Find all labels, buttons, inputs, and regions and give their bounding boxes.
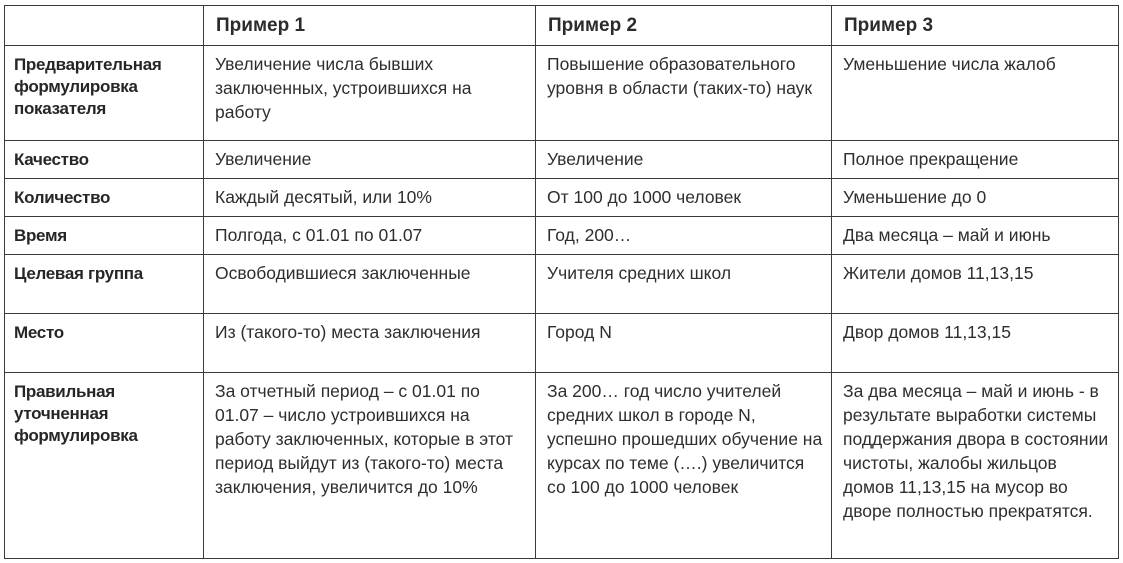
table-cell: За отчетный период – с 01.01 по 01.07 – число устроившихся на работу заключенных, которые в этот период выйдут из (такого-то) места заключения, увеличится до 10% — [204, 373, 536, 559]
table-cell: За два месяца – май и июнь - в результате выработки системы поддержания двора в состоянии чистоты, жалобы жильцов домов 11,13,15 на мусор во дворе полностью прекратятся. — [832, 373, 1119, 559]
header-example-3: Пример 3 — [832, 6, 1119, 46]
table-cell: Увеличение — [536, 141, 832, 179]
table-cell: Из (такого-то) места заключения — [204, 314, 536, 373]
table-cell: Город N — [536, 314, 832, 373]
table-cell: Два месяца – май и июнь — [832, 217, 1119, 255]
table-cell: Учителя средних школ — [536, 255, 832, 314]
table-row-target-group — [5, 255, 1119, 314]
table-row-preliminary — [5, 46, 1119, 141]
table-cell: За 200… год число учителей средних школ в городе N, успешно прошедших обучение на курсах по теме (….) увеличится со 100 до 1000 человек — [536, 373, 832, 559]
indicator-formulation-table — [4, 5, 1119, 559]
header-example-2: Пример 2 — [536, 6, 832, 46]
row-label: Количество — [5, 179, 204, 217]
table-cell: От 100 до 1000 человек — [536, 179, 832, 217]
row-label: Правильная уточненная формулировка — [5, 373, 204, 559]
table-row-time — [5, 217, 1119, 255]
header-corner-cell — [5, 6, 204, 46]
row-label: Предварительная формулировка показателя — [5, 46, 204, 141]
table-cell: Повышение образовательного уровня в области (таких-то) наук — [536, 46, 832, 141]
table-cell: Увеличение — [204, 141, 536, 179]
indicator-table-container — [4, 5, 1119, 559]
table-row-place — [5, 314, 1119, 373]
table-row-quality — [5, 141, 1119, 179]
row-label: Целевая группа — [5, 255, 204, 314]
header-row — [5, 6, 1119, 46]
row-label: Время — [5, 217, 204, 255]
table-cell: Уменьшение до 0 — [832, 179, 1119, 217]
table-cell: Полное прекращение — [832, 141, 1119, 179]
table-cell: Освободившиеся заключенные — [204, 255, 536, 314]
row-label: Место — [5, 314, 204, 373]
table-cell: Год, 200… — [536, 217, 832, 255]
table-cell: Жители домов 11,13,15 — [832, 255, 1119, 314]
table-row-quantity — [5, 179, 1119, 217]
row-label: Качество — [5, 141, 204, 179]
table-cell: Каждый десятый, или 10% — [204, 179, 536, 217]
table-cell: Двор домов 11,13,15 — [832, 314, 1119, 373]
table-cell: Увеличение числа бывших заключенных, устроившихся на работу — [204, 46, 536, 141]
table-cell: Полгода, с 01.01 по 01.07 — [204, 217, 536, 255]
header-example-1: Пример 1 — [204, 6, 536, 46]
table-cell: Уменьшение числа жалоб — [832, 46, 1119, 141]
table-row-refined — [5, 373, 1119, 559]
